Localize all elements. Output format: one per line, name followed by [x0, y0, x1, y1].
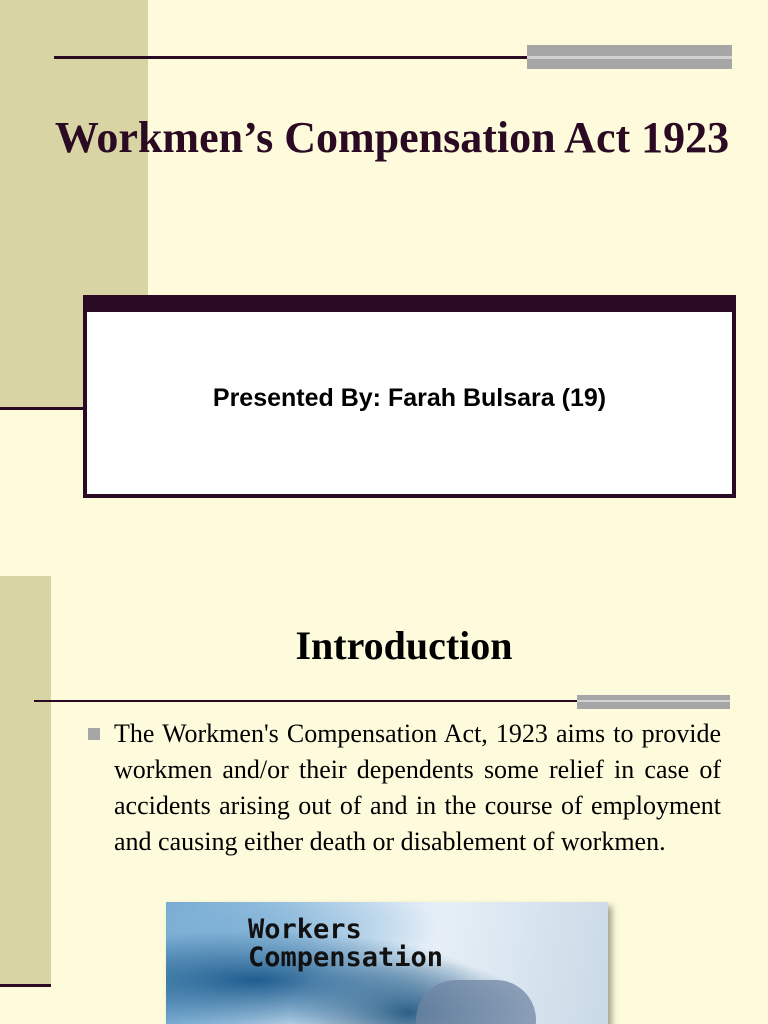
- sidebar-divider: [0, 407, 90, 410]
- slide-title: Introduction: [295, 623, 513, 668]
- square-bullet-icon: [88, 728, 100, 740]
- presenter-box: [83, 295, 736, 498]
- image-decoration: [416, 980, 536, 1024]
- gray-accent-band: [577, 695, 730, 709]
- image-caption: [248, 916, 443, 972]
- gray-accent-band: [527, 45, 732, 69]
- bullet-text: The Workmen's Compensation Act, 1923 aims to provide workmen and/or their dependents some relief in case of accidents arising out of and in the course of employment and causing either death or disablement of workmen.: [114, 719, 721, 856]
- sidebar-divider: [0, 984, 51, 987]
- workers-compensation-image: [166, 902, 608, 1024]
- introduction-slide: [0, 576, 768, 1024]
- slide-title: Workmen’s Compensation Act 1923: [54, 113, 730, 162]
- image-caption-line-2: Compensation: [248, 942, 444, 973]
- image-caption-line-1: Workers: [248, 914, 362, 945]
- presenter-text: Presented By: Farah Bulsara (19): [212, 384, 607, 412]
